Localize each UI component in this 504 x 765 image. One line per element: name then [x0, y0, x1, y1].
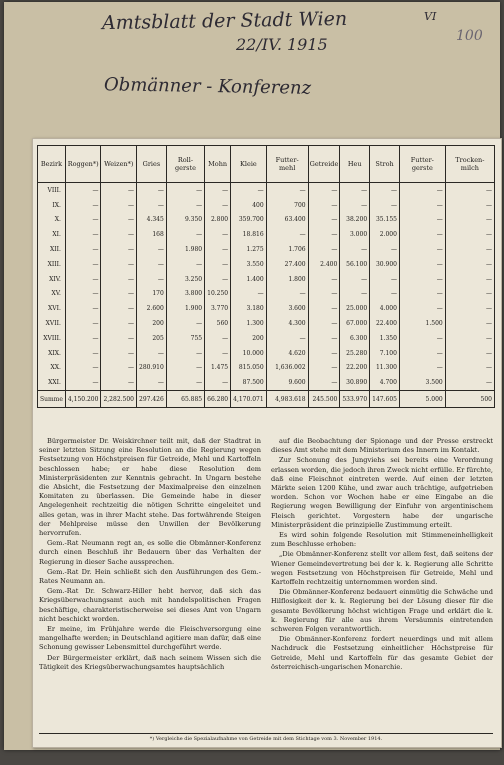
article-paragraph: Der Bürgermeister erklärt, daß nach seinem Wissen sich die Tätigkeit des Kriegsüberwachungsamtes hauptsächlich	[39, 653, 261, 671]
sum-cell: 65.885	[166, 391, 204, 408]
table-cell: —	[205, 242, 231, 257]
table-cell: 200	[231, 331, 267, 346]
table-cell: 25.000	[340, 301, 370, 316]
column-header: Stroh	[370, 146, 400, 183]
table-cell: —	[205, 257, 231, 272]
table-cell: 3.250	[166, 272, 204, 287]
article-paragraph: „Die Obmänner-Konferenz stellt vor allem fest, daß seitens der Wiener Gemeindevertretung bei der k. k. Regierung alle Schritte wegen Festsetzung von Höchstpreisen für Getreide, Mehl und Kartoffeln rechtzeitig unternommen worden sind.	[271, 550, 493, 587]
table-cell: —	[205, 183, 231, 198]
table-cell: —	[205, 375, 231, 390]
district-cell: XVIII.	[38, 331, 66, 346]
table-cell: —	[65, 213, 101, 228]
district-cell: XV.	[38, 287, 66, 302]
column-header: Getreide	[308, 146, 340, 183]
table-cell: —	[137, 198, 167, 213]
district-cell: X.	[38, 213, 66, 228]
table-cell: —	[65, 346, 101, 361]
table-cell: 1.300	[231, 316, 267, 331]
column-header: Bezirk	[38, 146, 66, 183]
table-cell: —	[166, 227, 204, 242]
table-cell: —	[370, 198, 400, 213]
table-cell: 22.400	[370, 316, 400, 331]
handwritten-title: Amtsblatt der Stadt Wien	[101, 7, 348, 35]
table-cell: 3.000	[340, 227, 370, 242]
table-cell: —	[308, 361, 340, 376]
table-cell: —	[205, 272, 231, 287]
table-cell: 4.300	[266, 316, 308, 331]
article-column-right	[271, 437, 493, 673]
table-cell: —	[101, 183, 137, 198]
table-cell: 1.900	[166, 301, 204, 316]
table-cell: —	[137, 346, 167, 361]
table-cell: —	[370, 183, 400, 198]
district-cell: XIII.	[38, 257, 66, 272]
table-cell: —	[399, 272, 445, 287]
table-cell: —	[308, 301, 340, 316]
table-cell: 38.200	[340, 213, 370, 228]
table-cell: —	[340, 198, 370, 213]
table-cell: 3.180	[231, 301, 267, 316]
sum-cell: 2,282.500	[101, 391, 137, 408]
district-cell: IX.	[38, 198, 66, 213]
article-paragraph: Die Obmänner-Konferenz bedauert einmütig die Schwäche und Hilflosigkeit der k. k. Regierung bei der Lösung dieser für die gesamte Bevölkerung höchst wichtigen Frage und erklärt die k. k. Regierung für alle aus ihrem Versäumnis eintretenden schweren Folgen verantwortlich.	[271, 588, 493, 634]
table-cell: —	[308, 183, 340, 198]
table-cell: 168	[137, 227, 167, 242]
table-cell: 700	[266, 198, 308, 213]
table-row	[38, 375, 495, 390]
table-cell: 1.475	[205, 361, 231, 376]
table-cell: —	[445, 213, 494, 228]
table-cell: —	[399, 183, 445, 198]
table-cell: 205	[137, 331, 167, 346]
table-cell: —	[308, 331, 340, 346]
table-cell: —	[445, 242, 494, 257]
table-cell: —	[340, 183, 370, 198]
table-cell: 3.600	[266, 301, 308, 316]
handwritten-page-number: 100	[456, 28, 483, 44]
footnote: *) Vergleiche die Spezialaufnahme von Getreide mit dem Stichtage vom 3. November 1914.	[39, 733, 493, 742]
table-cell: —	[399, 287, 445, 302]
table-cell: —	[445, 331, 494, 346]
district-cell: XXI.	[38, 375, 66, 390]
sum-cell: 5.000	[399, 391, 445, 408]
column-header: Kleie	[231, 146, 267, 183]
sum-cell: 533.970	[340, 391, 370, 408]
sum-cell: 4,150.200	[65, 391, 101, 408]
table-row	[38, 272, 495, 287]
column-header: Gries	[137, 146, 167, 183]
table-cell: —	[205, 331, 231, 346]
article-paragraph: auf die Beobachtung der Spionage und der Presse erstreckt dieses Amt stehe mit dem Ministerium des Innern im Kontakt.	[271, 437, 493, 455]
district-cell: XII.	[38, 242, 66, 257]
table-cell: —	[399, 361, 445, 376]
table-cell: —	[166, 375, 204, 390]
handwritten-date: 22/IV. 1915	[236, 35, 328, 54]
article-paragraph: Die Obmänner-Konferenz fordert neuerdings und mit allem Nachdruck die Festsetzung einheitlicher Höchstpreise für Getreide, Mehl und Kartoffeln für das gesamte Gebiet der österreichisch-ungarischen Monarchie.	[271, 635, 493, 671]
sum-cell: 297.426	[137, 391, 167, 408]
table-cell: —	[137, 257, 167, 272]
table-cell: 7.100	[370, 346, 400, 361]
sum-cell: 245.500	[308, 391, 340, 408]
table-cell: 170	[137, 287, 167, 302]
table-cell: —	[137, 242, 167, 257]
article-paragraph: Zur Schonung des Jungviehs sei bereits eine Verordnung erlassen worden, die jedoch ihren Zweck nicht erfülle. Er fürchte, daß eine Fleischnot eintreten werde. Auf einen der letzten Märkte seien 1200 Kühe, und zwar auch trächtige, aufgetrieben worden. Schon vor Wochen habe er eine Eingabe an die Regierung wegen Bewilligung der Einfuhr von argentinischem Fleisch gerichtet. Vorgestern habe der ungarische Ministerpräsident die prinzipielle Zustimmung erteilt.	[271, 456, 493, 529]
table-row	[38, 257, 495, 272]
table-row	[38, 242, 495, 257]
table-row	[38, 331, 495, 346]
table-cell: 35.155	[370, 213, 400, 228]
handwritten-roman-numeral: VI	[424, 10, 437, 23]
table-cell: —	[65, 227, 101, 242]
table-cell: —	[308, 227, 340, 242]
table-cell: 4.000	[370, 301, 400, 316]
district-cell: XVI.	[38, 301, 66, 316]
table-cell: —	[399, 227, 445, 242]
article-paragraph: Gem.-Rat Neumann regt an, es solle die Obmänner-Konferenz durch einen Beschluß ihr Bedauern über das Verhalten der Regierung in dieser Sache aussprechen.	[39, 539, 261, 566]
table-cell: —	[445, 272, 494, 287]
article-paragraph: Gem.-Rat Dr. Schwarz-Hiller hebt hervor, daß sich das Kriegsüberwachungsamt auch mit handelspolitischen Fragen beschäftige, charakteristischerweise sei dieses Amt von Ungarn nicht beschickt worden.	[39, 587, 261, 623]
article-columns	[39, 437, 493, 673]
table-cell: —	[308, 242, 340, 257]
column-header: Heu	[340, 146, 370, 183]
table-cell: —	[101, 375, 137, 390]
table-cell: —	[445, 227, 494, 242]
table-cell: 30.890	[340, 375, 370, 390]
table-cell: —	[399, 213, 445, 228]
table-cell: 56.100	[340, 257, 370, 272]
table-cell: —	[340, 242, 370, 257]
table-cell: 10.000	[231, 346, 267, 361]
table-cell: —	[308, 375, 340, 390]
district-cell: XI.	[38, 227, 66, 242]
sum-cell: 66.280	[205, 391, 231, 408]
table-row	[38, 316, 495, 331]
table-cell: —	[166, 316, 204, 331]
table-cell: 200	[137, 316, 167, 331]
table-row	[38, 301, 495, 316]
table-cell: 280.910	[137, 361, 167, 376]
table-cell: —	[445, 346, 494, 361]
table-cell: —	[445, 183, 494, 198]
table-cell: —	[205, 198, 231, 213]
table-cell: 22.200	[340, 361, 370, 376]
article-paragraph: Es wird sohin folgende Resolution mit Stimmeneinhelligkeit zum Beschlusse erhoben:	[271, 531, 493, 549]
table-cell: —	[65, 375, 101, 390]
table-cell: —	[399, 242, 445, 257]
table-cell: —	[445, 375, 494, 390]
table-cell: —	[65, 272, 101, 287]
table-cell: —	[101, 198, 137, 213]
table-cell: —	[101, 257, 137, 272]
sum-cell: 147.605	[370, 391, 400, 408]
table-cell: —	[101, 272, 137, 287]
table-cell: 4.620	[266, 346, 308, 361]
sum-cell: 500	[445, 391, 494, 408]
table-cell: 1.980	[166, 242, 204, 257]
table-cell: —	[445, 301, 494, 316]
district-cell: XVII.	[38, 316, 66, 331]
table-cell: 25.280	[340, 346, 370, 361]
table-cell: —	[65, 242, 101, 257]
table-cell: —	[370, 242, 400, 257]
table-cell: —	[137, 272, 167, 287]
table-cell: —	[445, 257, 494, 272]
table-cell: 560	[205, 316, 231, 331]
table-cell: —	[101, 213, 137, 228]
table-header-row	[38, 146, 495, 183]
table-cell: 3.500	[399, 375, 445, 390]
table-cell: —	[445, 316, 494, 331]
table-cell: —	[205, 346, 231, 361]
table-cell: —	[101, 346, 137, 361]
table-cell: —	[101, 316, 137, 331]
table-cell: —	[65, 361, 101, 376]
column-header: Roll-gerste	[166, 146, 204, 183]
table-cell: —	[370, 287, 400, 302]
table-cell: —	[65, 183, 101, 198]
table-cell: —	[266, 227, 308, 242]
article-paragraph: Er meine, im Frühjahre werde die Fleischversorgung eine mangelhafte werden; in Deutschland agitiere man dafür, daß eine Schonung gewisser Lebensmittel durchgeführt werde.	[39, 625, 261, 652]
table-cell: —	[445, 287, 494, 302]
table-cell: 2.800	[205, 213, 231, 228]
table-cell: 1.500	[399, 316, 445, 331]
sum-cell: 4,983.618	[266, 391, 308, 408]
column-header: Weizen*)	[101, 146, 137, 183]
table-cell: —	[266, 287, 308, 302]
table-cell: —	[340, 272, 370, 287]
table-cell: —	[65, 301, 101, 316]
table-cell: —	[308, 316, 340, 331]
table-cell: —	[166, 361, 204, 376]
table-cell: —	[205, 227, 231, 242]
column-header: Trocken-milch	[445, 146, 494, 183]
table-cell: —	[231, 183, 267, 198]
table-cell: —	[445, 361, 494, 376]
article-paragraph: Gem.-Rat Dr. Hein schließt sich den Ausführungen des Gem.-Rates Neumann an.	[39, 567, 261, 586]
table-row	[38, 361, 495, 376]
table-cell: —	[308, 213, 340, 228]
district-cell: XIX.	[38, 346, 66, 361]
column-header: Roggen*)	[65, 146, 101, 183]
table-cell: —	[137, 375, 167, 390]
table-cell: 3.770	[205, 301, 231, 316]
table-row	[38, 198, 495, 213]
table-cell: —	[101, 287, 137, 302]
table-cell: —	[308, 346, 340, 361]
table-cell: —	[340, 287, 370, 302]
table-cell: 6.300	[340, 331, 370, 346]
table-cell: 63.400	[266, 213, 308, 228]
table-cell: 11.300	[370, 361, 400, 376]
column-header: Futter-mehl	[266, 146, 308, 183]
table-cell: 18.816	[231, 227, 267, 242]
table-cell: —	[166, 183, 204, 198]
table-cell: 4.700	[370, 375, 400, 390]
sum-cell: 4,170.071	[231, 391, 267, 408]
table-cell: —	[445, 198, 494, 213]
table-body	[38, 183, 495, 408]
table-cell: 1.350	[370, 331, 400, 346]
table-row	[38, 183, 495, 198]
table-cell: —	[399, 346, 445, 361]
table-cell: —	[65, 316, 101, 331]
column-header: Futter-gerste	[399, 146, 445, 183]
table-cell: —	[399, 301, 445, 316]
sum-label: Summe	[38, 391, 66, 408]
table-cell: —	[370, 272, 400, 287]
table-cell: 10.250	[205, 287, 231, 302]
table-cell: 9.600	[266, 375, 308, 390]
table-cell: 4.345	[137, 213, 167, 228]
table-cell: —	[65, 331, 101, 346]
table-cell: —	[101, 242, 137, 257]
table-cell: 27.400	[266, 257, 308, 272]
table-cell: —	[137, 183, 167, 198]
handwritten-subject: Obmänner - Konferenz	[103, 74, 312, 99]
district-cell: XIV.	[38, 272, 66, 287]
table-cell: —	[308, 272, 340, 287]
table-cell: 1.400	[231, 272, 267, 287]
table-cell: 400	[231, 198, 267, 213]
table-cell: —	[399, 198, 445, 213]
table-row	[38, 346, 495, 361]
table-row	[38, 213, 495, 228]
table-cell: —	[399, 331, 445, 346]
table-cell: 1.275	[231, 242, 267, 257]
newspaper-clipping	[32, 138, 502, 748]
table-cell: —	[266, 331, 308, 346]
district-cell: VIII.	[38, 183, 66, 198]
table-cell: 2.600	[137, 301, 167, 316]
table-cell: —	[166, 346, 204, 361]
table-cell: —	[65, 287, 101, 302]
table-row	[38, 227, 495, 242]
table-cell: —	[166, 257, 204, 272]
column-header: Mohn	[205, 146, 231, 183]
table-cell: —	[399, 257, 445, 272]
table-cell: —	[101, 361, 137, 376]
table-cell: 3.800	[166, 287, 204, 302]
sum-row	[38, 391, 495, 408]
table-cell: 9.350	[166, 213, 204, 228]
table-cell: —	[101, 227, 137, 242]
article-paragraph: Bürgermeister Dr. Weiskirchner teilt mit, daß der Stadtrat in seiner letzten Sitzung eine Resolution an die Regierung wegen Festsetzung von Höchstpreisen für Getreide, Mehl und Kartoffeln beschlossen habe; er habe diese Resolution dem Ministerpräsidenten zur Kenntnis gebracht. In Ungarn bestehe die Absicht, die Festsetzung der Maximalpreise den einzelnen Komitaten zu überlassen. Die Gemeinde habe in dieser Angelegenheit rechtzeitig die nötigen Schritte eingeleitet und alles getan, was in ihrer Macht stehe. Das fortwährende Steigen der Mehlpreise müsse den Unwillen der Bevölkerung hervorrufen.	[39, 437, 261, 538]
table-cell: 1,636.002	[266, 361, 308, 376]
table-cell: 755	[166, 331, 204, 346]
table-cell: —	[308, 287, 340, 302]
district-cell: XX.	[38, 361, 66, 376]
table-cell: 3.550	[231, 257, 267, 272]
table-cell: 359.700	[231, 213, 267, 228]
table-cell: —	[101, 331, 137, 346]
table-cell: 87.500	[231, 375, 267, 390]
table-cell: —	[308, 198, 340, 213]
archive-sheet	[4, 2, 500, 750]
table-cell: —	[65, 257, 101, 272]
table-row	[38, 287, 495, 302]
article-column-left	[39, 437, 261, 673]
table-cell: 815.050	[231, 361, 267, 376]
table-cell: 2.000	[370, 227, 400, 242]
table-cell: —	[266, 183, 308, 198]
table-cell: 2.400	[308, 257, 340, 272]
table-cell: 1.800	[266, 272, 308, 287]
table-cell: —	[101, 301, 137, 316]
supply-table	[37, 145, 495, 408]
table-cell: —	[65, 198, 101, 213]
table-cell: 67.000	[340, 316, 370, 331]
table-cell: 30.900	[370, 257, 400, 272]
table-cell: —	[231, 287, 267, 302]
table-cell: 1.706	[266, 242, 308, 257]
table-cell: —	[166, 198, 204, 213]
